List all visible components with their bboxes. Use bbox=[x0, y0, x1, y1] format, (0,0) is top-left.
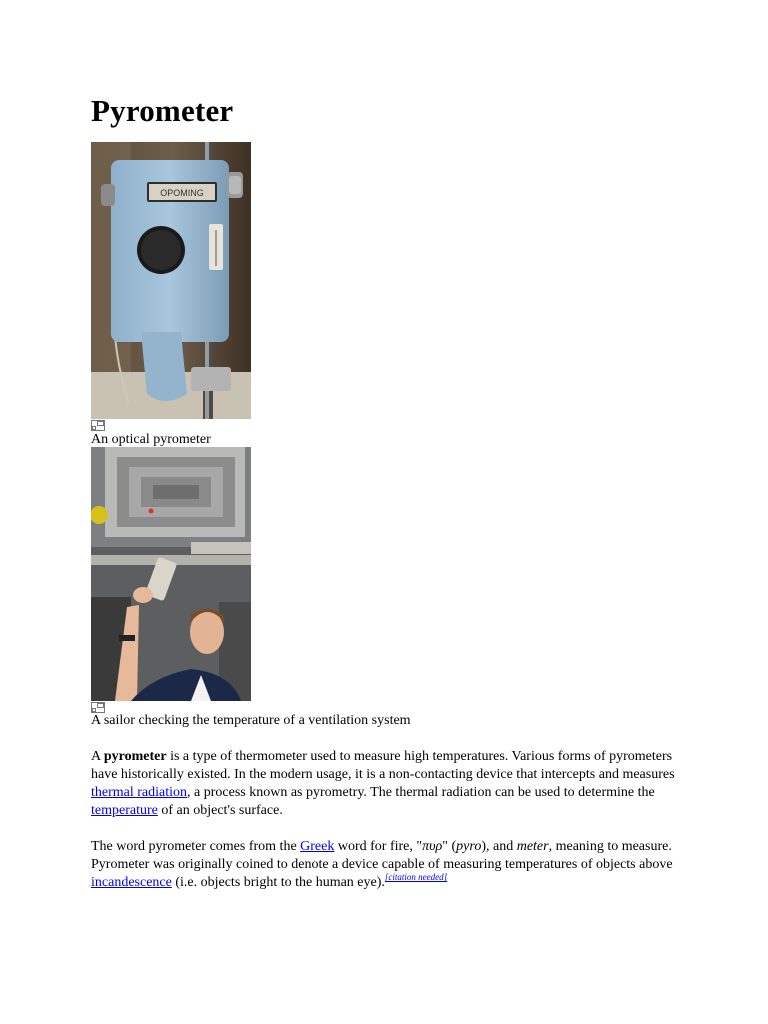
text-run: (i.e. objects bright to the human eye). bbox=[171, 875, 385, 890]
text-run: , meaning to measure. Pyrometer was originally coined to denote a device capable of measuring temperatures of objects above bbox=[91, 839, 673, 872]
link-temperature[interactable]: temperature bbox=[91, 803, 158, 818]
figure-optical-pyrometer bbox=[91, 142, 251, 431]
link-greek[interactable]: Greek bbox=[300, 839, 335, 854]
text-run: , a process known as pyrometry. The thermal radiation can be used to determine the bbox=[187, 785, 655, 800]
term-bold: pyrometer bbox=[103, 749, 167, 764]
device-label: OPOMING bbox=[160, 188, 204, 198]
text-run: " ( bbox=[442, 839, 457, 854]
link-thermal-radiation[interactable]: thermal radiation bbox=[91, 785, 188, 800]
pyro-word: pyro bbox=[456, 839, 482, 854]
enlarge-icon[interactable] bbox=[91, 420, 105, 431]
sailor-image[interactable] bbox=[91, 447, 251, 701]
text-run: is a type of thermometer used to measure high temperatures. Various forms of pyrometers have historically existed. In the modern usage, it is a non-contacting device that intercepts and measures bbox=[91, 749, 675, 782]
optical-pyrometer-image[interactable] bbox=[91, 142, 251, 419]
text-run: of an object's surface. bbox=[157, 803, 283, 818]
link-incandescence[interactable]: incandescence bbox=[91, 875, 172, 890]
page-title: Pyrometer bbox=[91, 93, 234, 128]
greek-word: πυρ bbox=[422, 839, 443, 854]
intro-paragraph bbox=[91, 748, 681, 820]
etymology-paragraph bbox=[91, 838, 681, 892]
figure-sailor bbox=[91, 447, 251, 713]
figure-caption: A sailor checking the temperature of a ventilation system bbox=[91, 713, 411, 728]
text-run: The word pyrometer comes from the bbox=[91, 839, 301, 854]
text-run: ), and bbox=[481, 839, 517, 854]
meter-word: meter bbox=[516, 839, 549, 854]
figure-caption: An optical pyrometer bbox=[91, 432, 211, 447]
text-run: word for fire, " bbox=[334, 839, 423, 854]
citation-needed-link[interactable]: [citation needed] bbox=[384, 872, 448, 882]
text-run: A bbox=[91, 749, 104, 764]
